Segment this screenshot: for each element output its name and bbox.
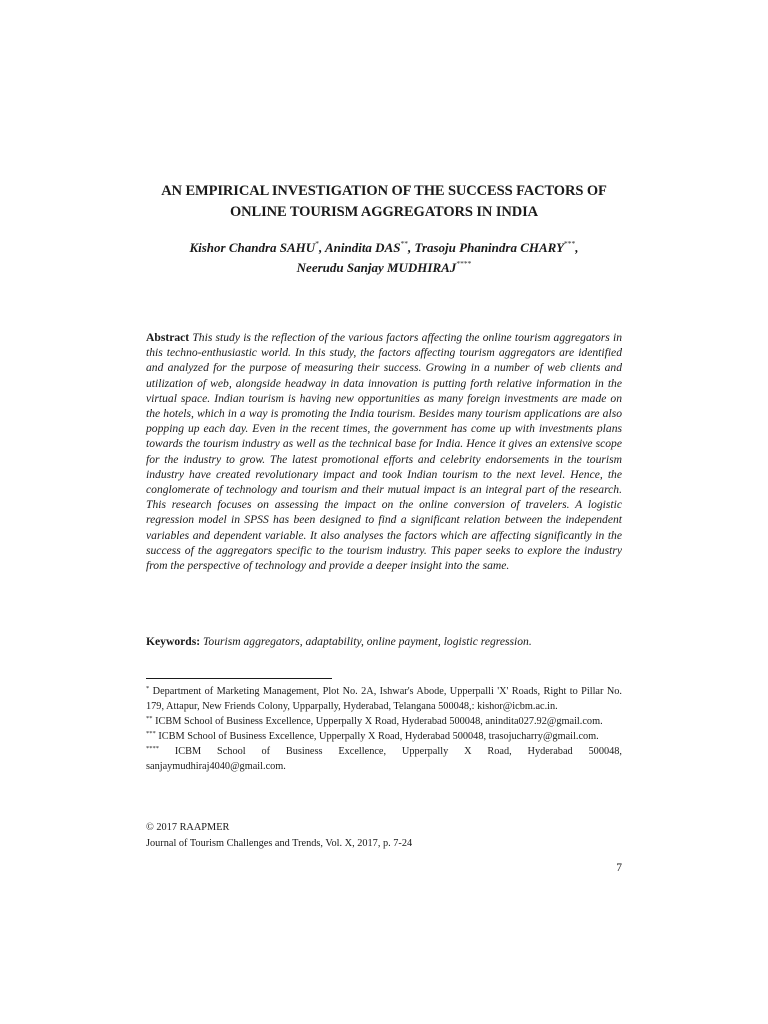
author-affiliation-mark: ** bbox=[400, 239, 408, 248]
abstract-label: Abstract bbox=[146, 331, 190, 344]
author-line-2 bbox=[146, 258, 622, 278]
footnote-4 bbox=[146, 744, 622, 774]
author-name: Neerudu Sanjay MUDHIRAJ bbox=[296, 260, 457, 275]
author-separator: , bbox=[318, 240, 325, 255]
journal-citation: Journal of Tourism Challenges and Trends, Vol. X, 2017, p. 7-24 bbox=[146, 838, 413, 849]
author-name: Kishor Chandra SAHU bbox=[189, 240, 316, 255]
footnote-text: ICBM School of Business Excellence, Upperpally X Road, Hyderabad 500048, anindita027.92@gmail.com. bbox=[155, 716, 603, 728]
keywords-text: Tourism aggregators, adaptability, online payment, logistic regression. bbox=[203, 635, 532, 648]
copyright-notice: © 2017 RAAPMER bbox=[146, 822, 230, 833]
footnote-text: ICBM School of Business Excellence, Upperpally X Road, Hyderabad 500048, sanjaymudhiraj4040@gmail.com. bbox=[146, 746, 622, 773]
author-list bbox=[146, 238, 622, 278]
footnote-1 bbox=[146, 684, 622, 714]
author-name: Trasoju Phanindra CHARY bbox=[414, 240, 565, 255]
footnote-text: Department of Marketing Management, Plot No. 2A, Ishwar's Abode, Upperpalli 'X' Roads, Right to Pillar No. 179, Attapur, New Friends Colony, Upparpally, Hyderabad, Telangana 500048,: kishor@icbm.ac.in. bbox=[146, 686, 622, 713]
copyright-block bbox=[146, 820, 622, 852]
paper-title bbox=[146, 181, 622, 223]
abstract-text: This study is the reflection of the various factors affecting the online tourism aggregators in this techno-enthusiastic world. In this study, the factors affecting tourism aggregators are identified and analyzed for the purpose of measuring their success. Growing in a number of web clients and utilization of web, alongside headway in data innovation is putting forth relative information in the virtual space. Indian tourism is having new opportunities as many foreign investments are made on the hotels, which in a way is promoting the India tourism. Besides many tourism applications are also popping up each day. Even in the recent times, the government has come up with investments plans towards the tourism industry as well as the technical base for India. Hence it gives an extensive scope for the industry to grow. The latest promotional efforts and celebrity endorsements in the tourism industry have created revolutionary impact and took Indian tourism to the next level. Hence, the conglomerate of technology and tourism and their mutual impact is an integral part of the research. This research focuses on assessing the impact on the online conversion of travelers. A logistic regression model in SPSS has been designed to find a significant relation between the independent variables and dependent variable. It also analyses the factors which are affecting significantly in the success of the aggregators specific to the tourism industry. This paper seeks to explore the industry from the perspective of technology and provide a deeper insight into the same. bbox=[146, 331, 622, 573]
footnote-mark: * bbox=[146, 685, 150, 692]
footnote-mark: *** bbox=[146, 730, 156, 738]
author-name: Anindita DAS bbox=[324, 240, 401, 255]
author-line-1 bbox=[146, 238, 622, 258]
footnote-3 bbox=[146, 729, 622, 744]
title-line-2: ONLINE TOURISM AGGREGATORS IN INDIA bbox=[229, 204, 539, 220]
footnote-mark: **** bbox=[146, 745, 159, 753]
keywords-label: Keywords: bbox=[146, 635, 201, 648]
title-line-1: AN EMPIRICAL INVESTIGATION OF THE SUCCESS FACTORS OF bbox=[161, 183, 607, 199]
abstract bbox=[146, 330, 622, 573]
keywords bbox=[146, 634, 622, 650]
paper-page bbox=[146, 0, 622, 1024]
author-affiliation-mark: * bbox=[315, 239, 319, 248]
footnote-separator bbox=[146, 678, 332, 679]
footnote-mark: ** bbox=[146, 715, 153, 723]
author-affiliation-mark: **** bbox=[456, 259, 472, 268]
author-separator: , bbox=[407, 240, 415, 255]
page-number: 7 bbox=[616, 862, 622, 874]
author-affiliation-mark: *** bbox=[564, 239, 576, 248]
footnote-text: ICBM School of Business Excellence, Upperpally X Road, Hyderabad 500048, trasojucharry@gmail.com. bbox=[158, 731, 599, 743]
footnotes bbox=[146, 684, 622, 775]
footnote-2 bbox=[146, 714, 622, 729]
author-separator: , bbox=[575, 240, 579, 255]
